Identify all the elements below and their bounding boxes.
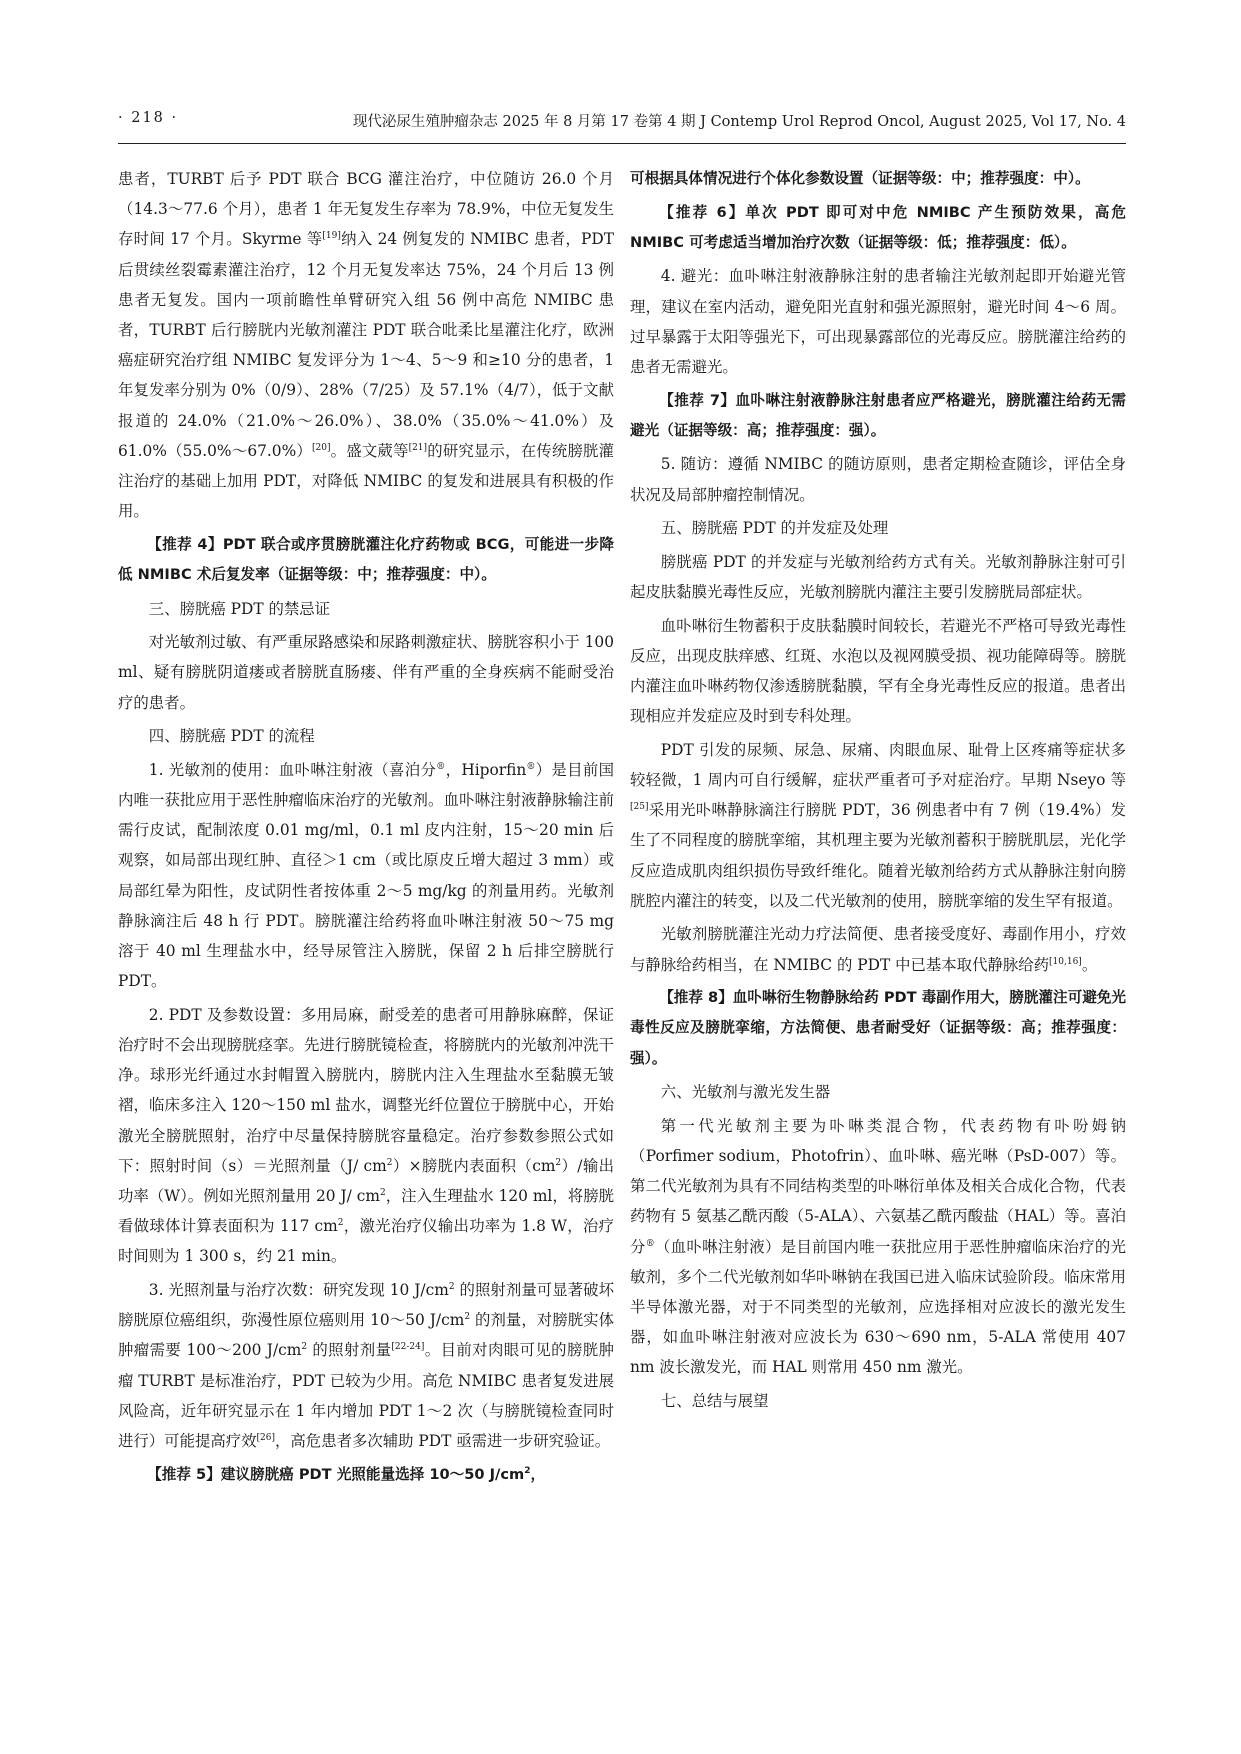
citation-ref[interactable]: [21] bbox=[408, 442, 428, 453]
paragraph: 1. 光敏剂的使用：血卟啉注射液（喜泊分®，Hiporfin®）是目前国内唯一获批应用于恶性肿瘤临床治疗的光敏剂。血卟啉注射液静脉输注前需行皮试，配制浓度 0.01 mg/ml，0.1 ml 皮内注射，15～20 min 后观察，如局部出现红肿、直径＞1 cm（或比原皮丘增大超过 3 mm）或局部红晕为阳性，皮试阴性者按体重 2～5 mg/kg 的剂量用药。光敏剂静脉滴注后 48 h 行 PDT。膀胱灌注给药将血卟啉注射液 50～75 mg 溶于 40 ml 生理盐水中，经导尿管注入膀胱，保留 2 h 后排空膀胱行 PDT。 bbox=[118, 760, 614, 991]
paragraph: 光敏剂膀胱灌注光动力疗法简便、患者接受度好、毒副作用小，疗效与静脉给药相当，在 NMIBC 的 PDT 中已基本取代静脉给药[10,16]。 bbox=[630, 925, 1126, 974]
paragraph: 4. 避光：血卟啉注射液静脉注射的患者输注光敏剂起即开始避光管理，建议在室内活动，避免阳光直射和强光源照射，避光时间 4～6 周。过早暴露于太阳等强光下，可出现暴露部位的光毒反应。膀胱灌注给药的患者无需避光。 bbox=[630, 267, 1126, 376]
journal-citation: 现代泌尿生殖肿瘤杂志 2025 年 8 月第 17 卷第 4 期 J Contemp Urol Reprod Oncol, August 2025, Vol 17, No. 4 bbox=[352, 114, 1126, 130]
paragraph: 对光敏剂过敏、有严重尿路感染和尿路刺激症状、膀胱容积小于 100 ml、疑有膀胱阴道瘘或者膀胱直肠瘘、伴有严重的全身疾病不能耐受治疗的患者。 bbox=[118, 633, 614, 712]
citation-ref[interactable]: [26] bbox=[256, 1432, 276, 1443]
paragraph: 第一代光敏剂主要为卟啉类混合物，代表药物有卟吩姆钠（Porfimer sodium，Photofrin）、血卟啉、癌光啉（PsD-007）等。第二代光敏剂为具有不同结构类型的卟啉衍单体及相关合成化合物，代表药物有 5 氨基乙酰丙酸（5-ALA）、六氨基乙酰丙酸盐（HAL）等。喜泊分®（血卟啉注射液）是目前国内唯一获批应用于恶性肿瘤临床治疗的光敏剂，多个二代光敏剂如华卟啉钠在我国已进入临床试验阶段。临床常用半导体激光器，对于不同类型的光敏剂，应选择相对应波长的激光发生器，如血卟啉注射液对应波长为 630～690 nm，5-ALA 常使用 407 nm 波长激发光，而 HAL 则常用 450 nm 激光。 bbox=[630, 1116, 1126, 1377]
section-heading-complications: 五、膀胱癌 PDT 的并发症及处理 bbox=[660, 519, 889, 538]
section-heading-photosensitizers: 六、光敏剂与激光发生器 bbox=[660, 1083, 831, 1102]
citation-ref[interactable]: [25] bbox=[630, 802, 649, 813]
paragraph-continued: 患者，TURBT 后予 PDT 联合 BCG 灌注治疗，中位随访 26.0 个月（14.3～77.6 个月），患者 1 年无复发生存率为 78.9%，中位无复发生存时间 17 个月。Skyrme 等[19]纳入 24 例复发的 NMIBC 患者，PDT 后贯续丝裂霉素灌注治疗，12 个月无复发率达 75%，24 个月后 13 例患者无复发。国内一项前瞻性单臂研究入组 56 例中高危 NMIBC 患者，TURBT 后行膀胱内光敏剂灌注 PDT 联合吡柔比星灌注化疗，欧洲癌症研究治疗组 NMIBC 复发评分为 1～4、5～9 和≥10 分的患者，1 年复发率分别为 0%（0/9）、28%（7/25）及 57.1%（4/7），低于文献报道的 24.0%（21.0%～26.0%）、38.0%（35.0%～41.0%）及 61.0%（55.0%～67.0%）[20]。盛文葳等[21]的研究显示，在传统膀胱灌注治疗的基础上加用 PDT，对降低 NMIBC 的复发和进展具有积极的作用。 bbox=[118, 170, 614, 521]
recommendation-5-continued: 可根据具体情况进行个体化参数设置（证据等级：中；推荐强度：中）。 bbox=[630, 170, 1090, 187]
header-rule bbox=[118, 143, 1126, 144]
running-header bbox=[118, 106, 1126, 136]
paragraph: 5. 随访：遵循 NMIBC 的随访原则，患者定期检查随诊，评估全身状况及局部肿瘤控制情况。 bbox=[630, 455, 1126, 504]
right-column bbox=[630, 164, 1126, 1624]
citation-ref[interactable]: [19] bbox=[322, 231, 341, 242]
paragraph: 血卟啉衍生物蓄积于皮肤黏膜时间较长，若避光不严格可导致光毒性反应，出现皮肤痒感、红斑、水泡以及视网膜受损、视功能障碍等。膀胱内灌注血卟啉药物仅渗透膀胱黏膜，罕有全身光毒性反应的报道。患者出现相应并发症应及时到专科处理。 bbox=[630, 616, 1126, 726]
citation-ref[interactable]: [10,16] bbox=[1049, 956, 1082, 967]
citation-ref[interactable]: [20] bbox=[311, 442, 331, 453]
paragraph: 3. 光照剂量与治疗次数：研究发现 10 $J/cm^2$ 的照射剂量可显著破坏膀胱原位癌组织，弥漫性原位癌则用 10～50 $J/cm^2$ 的剂量，对膀胱实体肿瘤需要 100～200 $J/cm^2$ 的照射剂量[22-24]。目前对肉眼可见的膀胱肿瘤 TURBT 是标准治疗，PDT 已较为少用。高危 NMIBC 患者复发进展风险高，近年研究显示在 1 年内增加 PDT 1～2 次（与膀胱镜检查同时进行）可能提高疗效[26]，高危患者多次辅助 PDT 亟需进一步研究验证。 bbox=[118, 1281, 614, 1451]
recommendation-5: 【推荐 5】建议膀胱癌 PDT 光照能量选择 10～50 $J/cm^2$， bbox=[147, 1465, 546, 1483]
paragraph: 膀胱癌 PDT 的并发症与光敏剂给药方式有关。光敏剂静脉注射可引起皮肤黏膜光毒性反应，光敏剂膀胱内灌注主要引发膀胱局部症状。 bbox=[630, 552, 1126, 601]
paragraph: PDT 引发的尿频、尿急、尿痛、肉眼血尿、耻骨上区疼痛等症状多较轻微，1 周内可自行缓解，症状严重者可予对症治疗。早期 Nseyo 等[25]采用光卟啉静脉滴注行膀胱 PDT，36 例患者中有 7 例（19.4%）发生了不同程度的膀胱挛缩，其机理主要为光敏剂蓄积于膀胱肌层，光化学反应造成肌肉组织损伤导致纤维化。随着光敏剂给药方式从静脉注射向膀胱腔内灌注的转变，以及二代光敏剂的使用，膀胱挛缩的发生罕有报道。 bbox=[630, 740, 1126, 910]
citation-ref[interactable]: [22-24] bbox=[391, 1342, 425, 1353]
recommendation-7: 【推荐 7】血卟啉注射液静脉注射患者应严格避光，膀胱灌注给药无需避光（证据等级：高；推荐强度：强）。 bbox=[630, 391, 1126, 439]
left-column bbox=[118, 164, 614, 1624]
section-heading-procedure: 四、膀胱癌 PDT 的流程 bbox=[148, 727, 315, 746]
section-heading-contraindications: 三、膀胱癌 PDT 的禁忌证 bbox=[148, 599, 331, 618]
recommendation-6: 【推荐 6】单次 PDT 即可对中危 NMIBC 产生预防效果，高危 NMIBC 可考虑适当增加治疗次数（证据等级：低；推荐强度：低）。 bbox=[630, 203, 1126, 251]
recommendation-8: 【推荐 8】血卟啉衍生物静脉给药 PDT 毒副作用大，膀胱灌注可避免光毒性反应及膀胱挛缩，方法简便、患者耐受好（证据等级：高；推荐强度：强）。 bbox=[630, 989, 1126, 1067]
page-number: · 218 · bbox=[118, 110, 179, 126]
recommendation-4: 【推荐 4】PDT 联合或序贯膀胱灌注化疗药物或 BCG，可能进一步降低 NMIBC 术后复发率（证据等级：中；推荐强度：中）。 bbox=[118, 535, 614, 584]
section-heading-summary: 七、总结与展望 bbox=[660, 1392, 769, 1410]
paragraph: 2. PDT 及参数设置：多用局麻，耐受差的患者可用静脉麻醉，保证治疗时不会出现膀胱痉挛。先进行膀胱镜检查，将膀胱内的光敏剂冲洗干净。球形光纤通过水封帽置入膀胱内，膀胱内注入生理盐水至黏膜无皱褶，临床多注入 120～150 ml 盐水，调整光纤位置位于膀胱中心，开始激光全膀胱照射，治疗中尽量保持膀胱容量稳定。治疗参数参照公式如下：照射时间（s）＝光照剂量（J/ $cm^2)\times$膀胱内表面积$(cm^2)/$输出功率（W）。例如光照剂量用 20 J/ $cm^2$，注入生理盐水 120 ml，将膀胱看做球体计算表面积为 117 $cm^2$，激光治疗仪输出功率为 1.8 W，治疗时间则为 1 300 s，约 21 min。 bbox=[118, 1005, 614, 1266]
